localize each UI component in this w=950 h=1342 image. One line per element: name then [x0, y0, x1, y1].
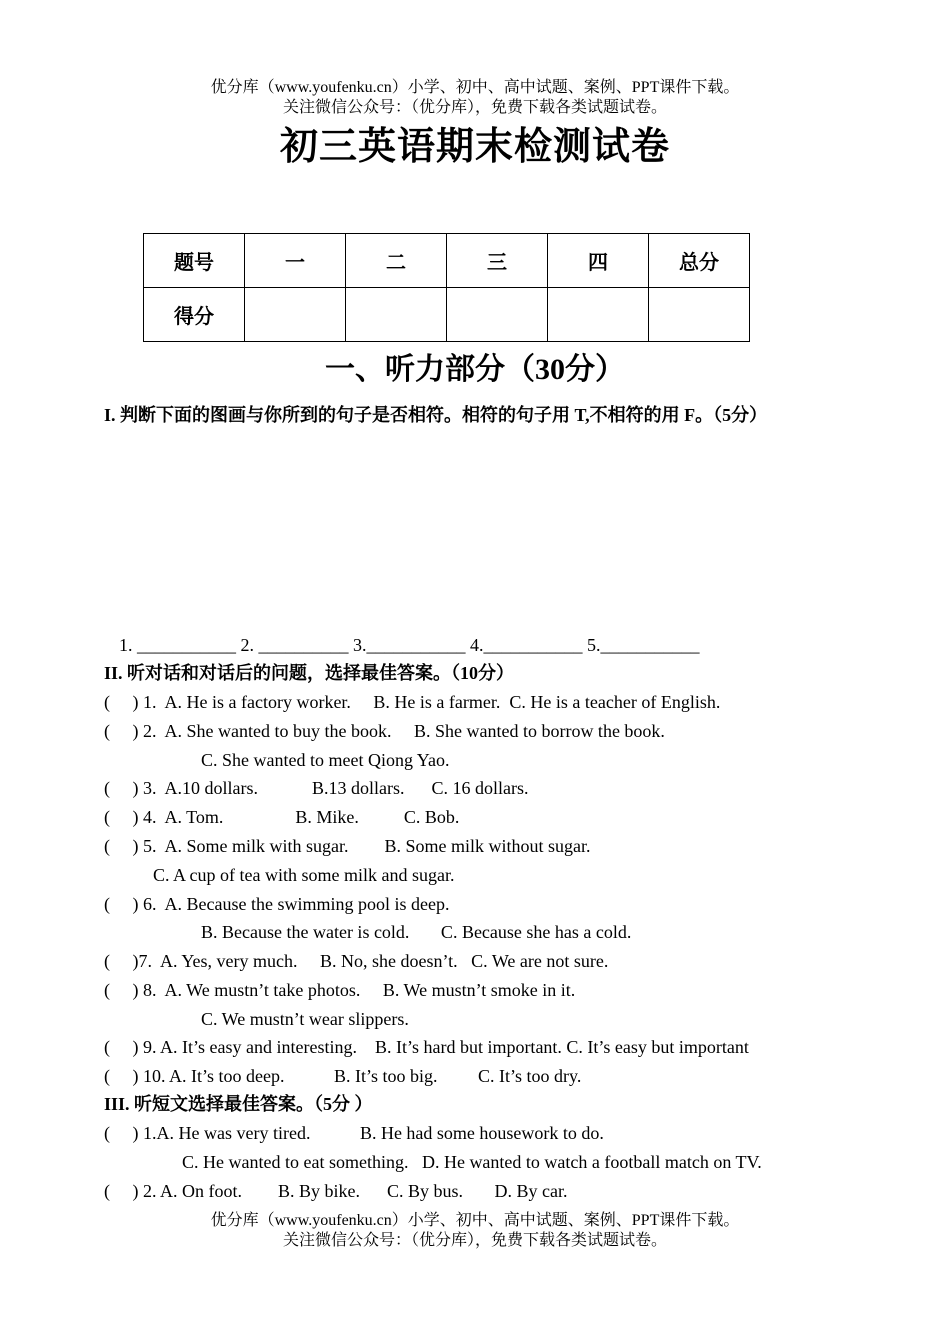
score-cell: [245, 288, 346, 342]
question-line: ( ) 1. A. He is a factory worker. B. He is a farmer. C. He is a teacher of English.: [104, 692, 721, 712]
table-cell: 四: [548, 234, 649, 288]
question-line: ( ) 2. A. She wanted to buy the book. B. She wanted to borrow the book.: [104, 721, 665, 741]
header-line-1: 优分库（www.youfenku.cn）小学、初中、高中试题、案例、PPT课件下载。: [210, 79, 740, 96]
part1-instruction: I. 判断下面的图画与你所到的句子是否相符。相符的句子用 T,不相符的用 F。（5分）: [104, 405, 768, 425]
part1-answer-blanks: 1. ___________ 2. __________ 3.___________ 4.___________ 5.___________: [119, 635, 700, 655]
question-line: ( ) 5. A. Some milk with sugar. B. Some milk without sugar.: [104, 836, 591, 856]
part3-instruction: III. 听短文选择最佳答案。（5分 ）: [104, 1094, 373, 1114]
footer-line-1: 优分库（www.youfenku.cn）小学、初中、高中试题、案例、PPT课件下载。: [210, 1212, 740, 1229]
question-line: C. We mustn’t wear slippers.: [201, 1009, 409, 1029]
question-line: ( ) 10. A. It’s too deep. B. It’s too big. C. It’s too dry.: [104, 1066, 582, 1086]
score-cell: [447, 288, 548, 342]
question-line: ( ) 3. A.10 dollars. B.13 dollars. C. 16 dollars.: [104, 778, 529, 798]
table-row: [144, 234, 750, 288]
header-line-2: 关注微信公众号：（优分库），免费下载各类试题试卷。: [282, 99, 667, 116]
footer-line-2: 关注微信公众号：（优分库），免费下载各类试题试卷。: [282, 1232, 667, 1249]
question-line: C. She wanted to meet Qiong Yao.: [201, 750, 450, 770]
score-cell: [548, 288, 649, 342]
question-line: ( )7. A. Yes, very much. B. No, she doesn’t. C. We are not sure.: [104, 951, 609, 971]
question-line: C. He wanted to eat something. D. He wanted to watch a football match on TV.: [182, 1152, 762, 1172]
question-line: ( ) 2. A. On foot. B. By bike. C. By bus. D. By car.: [104, 1181, 568, 1201]
table-cell: 总分: [649, 234, 750, 288]
table-cell: 三: [447, 234, 548, 288]
table-cell: 二: [346, 234, 447, 288]
score-table: [143, 233, 750, 342]
part2-instruction: II. 听对话和对话后的问题，选择最佳答案。（10分）: [104, 663, 515, 683]
table-cell: 题号: [144, 234, 245, 288]
question-line: C. A cup of tea with some milk and sugar.: [153, 865, 455, 885]
question-line: ( ) 1.A. He was very tired. B. He had some housework to do.: [104, 1123, 604, 1143]
question-line: ( ) 8. A. We mustn’t take photos. B. We mustn’t smoke in it.: [104, 980, 576, 1000]
question-line: ( ) 6. A. Because the swimming pool is deep.: [104, 894, 450, 914]
question-line: ( ) 4. A. Tom. B. Mike. C. Bob.: [104, 807, 460, 827]
table-row: [144, 288, 750, 342]
page-title: 初三英语期末检测试卷: [279, 126, 670, 168]
table-cell: 得分: [144, 288, 245, 342]
section-title: 一、听力部分（30分）: [325, 353, 625, 386]
score-cell: [346, 288, 447, 342]
table-cell: 一: [245, 234, 346, 288]
question-line: B. Because the water is cold. C. Because she has a cold.: [201, 922, 632, 942]
score-cell: [649, 288, 750, 342]
question-line: ( ) 9. A. It’s easy and interesting. B. It’s hard but important. C. It’s easy but important: [104, 1037, 749, 1057]
